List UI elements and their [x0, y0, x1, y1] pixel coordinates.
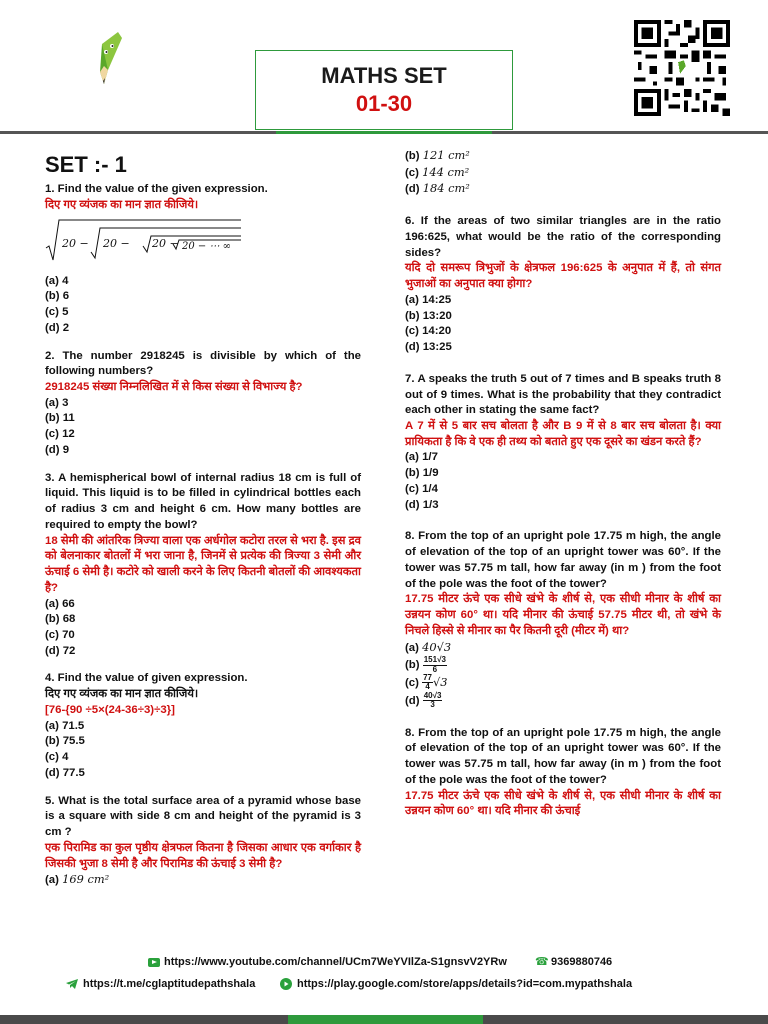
- nested-radical-expression: [45, 218, 245, 262]
- option: (d) 9: [45, 443, 70, 456]
- fraction-denominator: 3: [430, 700, 435, 710]
- question-8-repeat-hindi: 17.75 मीटर ऊंचे एक सीधे खंभे के शीर्ष से, एक सीधी मीनार के शीर्ष का उन्नयन कोण 60° था। यदि मीनार की ऊंचाई: [405, 789, 721, 818]
- option-value: 40√3: [422, 639, 452, 654]
- doc-title: MATHS SET: [321, 63, 447, 88]
- option-value: 121 cm²: [422, 148, 470, 162]
- question-2: [45, 349, 361, 459]
- phone-text: 9369880746: [551, 956, 613, 968]
- radical-term-b: 20 −: [103, 236, 130, 250]
- header-rule-green: [276, 131, 492, 134]
- question-3-text: 3. A hemispherical bowl of internal radius 18 cm is full of liquid. This liquid is to be filled in cylindrical bottles each of radius 3 cm and height 6 cm. How many bottles are required to empty the bowl?: [45, 471, 361, 531]
- question-5: [45, 794, 361, 889]
- question-8-text: 8. From the top of an upright pole 17.75 m high, the angle of elevation of the top of an upright tower was 60°. If the tower was 57.75 m tall, how far away (in m ) from the foot of the pole was the foot of the tower?: [405, 530, 721, 590]
- option-value: 184 cm²: [422, 181, 470, 196]
- option: (d) 77.5: [45, 766, 85, 779]
- question-8: [405, 529, 721, 709]
- option: (c) 12: [45, 428, 75, 441]
- option: [405, 148, 721, 165]
- question-1-hindi: दिए गए व्यंजक का मान ज्ञात कीजिये।: [45, 199, 199, 212]
- option: (b) 68: [45, 613, 76, 626]
- option: (b) 11: [45, 412, 75, 425]
- question-7-hindi: A 7 में से 5 बार सच बोलता है और B 9 में से 8 बार सच बोलता है। क्या प्रायिकता है कि वे एक ही तथ्य को बताते हुए एक दूसरे का खंडन करते हैं?: [405, 420, 721, 448]
- youtube-icon: [148, 958, 160, 967]
- option: (b) 6: [45, 290, 70, 303]
- doc-set-range: 01-30: [355, 91, 413, 116]
- question-7: [405, 372, 721, 514]
- fraction: [422, 674, 433, 692]
- option: [405, 656, 721, 674]
- option: (d) 13:25: [405, 341, 452, 354]
- qr-code-icon: [634, 20, 730, 116]
- left-column: [45, 148, 361, 901]
- option: [45, 872, 361, 889]
- question-5-hindi: एक पिरामिड का कुल पृष्ठीय क्षेत्रफल कितना है जिसका आधार एक वर्गाकार है जिसकी भुजा 8 सेमी है और पिरामिड की ऊंचाई 3 सेमी है?: [45, 841, 361, 870]
- youtube-link[interactable]: [148, 956, 507, 968]
- question-2-text: 2. The number 2918245 is divisible by which of the following numbers?: [45, 349, 361, 378]
- question-7-text: 7. A speaks the truth 5 out of 7 times and B speaks truth 8 out of 9 times. What is the probability that they contradict each other in stating the same fact?: [405, 372, 721, 417]
- option: [405, 674, 721, 692]
- option: (b) 1/9: [405, 467, 439, 480]
- question-6-hindi: यदि दो समरूप त्रिभुजों के क्षेत्रफल 196:625 के अनुपात में हैं, तो संगत भुजाओं का अनुपात क्या होगा?: [405, 262, 721, 291]
- option-label: (a): [405, 641, 419, 654]
- question-3-hindi: 18 सेमी की आंतरिक त्रिज्या वाला एक अर्धगोल कटोरा तरल से भरा है. इस द्रव को बेलनाकार बोतलों में भरा जाना है, जिनमें से प्रत्येक की त्रिज्या 3 सेमी और ऊंचाई 6 सेमी है। कटोरे को खाली करने के लिए कितनी बोतलों की आवश्यकता है?: [45, 534, 361, 594]
- question-6-text: 6. If the areas of two similar triangles are in the ratio 196:625, what would be the ratio of the corresponding sides?: [405, 215, 721, 259]
- option: [405, 640, 721, 657]
- option-value: 144 cm²: [422, 164, 470, 179]
- telegram-icon: [66, 979, 78, 989]
- play-store-link[interactable]: [280, 978, 632, 990]
- fraction: [423, 692, 443, 710]
- option: (a) 66: [45, 597, 75, 610]
- fraction-numerator: 151√3: [423, 655, 446, 665]
- question-5-continued: [405, 148, 721, 198]
- header-rule-right: [492, 131, 768, 134]
- option: (b) 75.5: [45, 735, 85, 748]
- question-4-text: 4. Find the value of given expression.: [45, 672, 248, 685]
- question-1-text: 1. Find the value of the given expression.: [45, 183, 268, 196]
- header-rule-left: [0, 131, 276, 134]
- phone-icon: ☎: [535, 955, 549, 968]
- question-4-expression: [76-{90 ÷5×(24-36÷3)÷3}]: [45, 703, 175, 716]
- option-value: 169 cm²: [62, 872, 110, 887]
- option: (d) 1/3: [405, 498, 439, 511]
- radical-term-c: 20 −: [152, 236, 179, 250]
- telegram-url: https://t.me/cglaptitudepathshala: [83, 978, 256, 990]
- option-label: (a): [45, 874, 59, 887]
- question-3: [45, 471, 361, 660]
- option: (d) 72: [45, 644, 76, 657]
- option: (c) 4: [45, 751, 69, 764]
- footer-bar-accent: [288, 1015, 483, 1024]
- option-label: (d): [405, 183, 420, 196]
- option: [405, 692, 721, 710]
- fraction-numerator: 40√3: [423, 690, 442, 700]
- question-1: [45, 182, 361, 336]
- fraction-numerator: 77: [423, 673, 432, 683]
- right-column: [405, 148, 721, 832]
- pencil-logo: [92, 26, 132, 96]
- youtube-url: https://www.youtube.com/channel/UCm7WeYVIlZa-S1gnsvV2YRw: [164, 956, 507, 968]
- option: (a) 3: [45, 396, 69, 409]
- option: (c) 1/4: [405, 482, 438, 495]
- option-label: (c): [405, 166, 419, 179]
- question-5-text: 5. What is the total surface area of a pyramid whose base is a square with side 8 cm and height of the pyramid is 3 cm ?: [45, 794, 361, 839]
- question-4-hindi: दिए गए व्यंजक का मान ज्ञात कीजिये।: [45, 688, 199, 701]
- question-4: [45, 671, 361, 781]
- option: (c) 5: [45, 306, 69, 319]
- play-store-url: https://play.google.com/store/apps/details?id=com.mypathshala: [297, 978, 633, 990]
- option: [405, 181, 721, 198]
- telegram-link[interactable]: [66, 978, 255, 990]
- phone-number: [535, 956, 612, 968]
- question-8-hindi: 17.75 मीटर ऊंचे एक सीधे खंभे के शीर्ष से, एक सीधी मीनार के शीर्ष का उन्नयन कोण 60° था। यदि मीनार की ऊंचाई 57.75 मीटर थी, तो खंभे के निचले हिस्से से मीनार का पैर कितनी दूरी (मीटर में) था?: [405, 593, 721, 637]
- fraction: [423, 656, 447, 674]
- question-2-hindi: 2918245 संख्या निम्नलिखित में से किस संख्या से विभाज्य है?: [45, 381, 303, 393]
- fraction-denominator: 6: [432, 664, 438, 674]
- option-label: (b): [405, 659, 420, 672]
- option: (c) 70: [45, 629, 75, 642]
- option: [405, 165, 721, 182]
- option-label: (d): [405, 694, 420, 707]
- option-label: (c): [405, 676, 419, 689]
- question-6: [405, 214, 721, 356]
- radical-term-a: 20 −: [62, 236, 89, 250]
- title-box: [255, 50, 513, 130]
- play-store-icon: [280, 978, 292, 990]
- radical-term-d: 20 − ⋯ ∞: [182, 240, 231, 252]
- set-title: SET :- 1: [45, 152, 127, 177]
- option-label: (b): [405, 150, 420, 162]
- question-8-repeat: [405, 726, 721, 820]
- option: (a) 4: [45, 274, 69, 287]
- fraction-denominator: 4: [425, 682, 430, 692]
- option: (d) 2: [45, 321, 70, 334]
- option: (a) 1/7: [405, 451, 438, 464]
- question-8-repeat-text: 8. From the top of an upright pole 17.75 m high, the angle of elevation of the top of an upright tower was 60°. If the tower was 57.75 m tall, how far away (in m ) from the foot of the pole was the foot of the tower?: [405, 726, 721, 786]
- option: (b) 13:20: [405, 309, 452, 322]
- option-value: √3: [433, 674, 448, 689]
- option: (a) 14:25: [405, 293, 452, 306]
- option: (c) 14:20: [405, 325, 452, 338]
- option: (a) 71.5: [45, 719, 85, 732]
